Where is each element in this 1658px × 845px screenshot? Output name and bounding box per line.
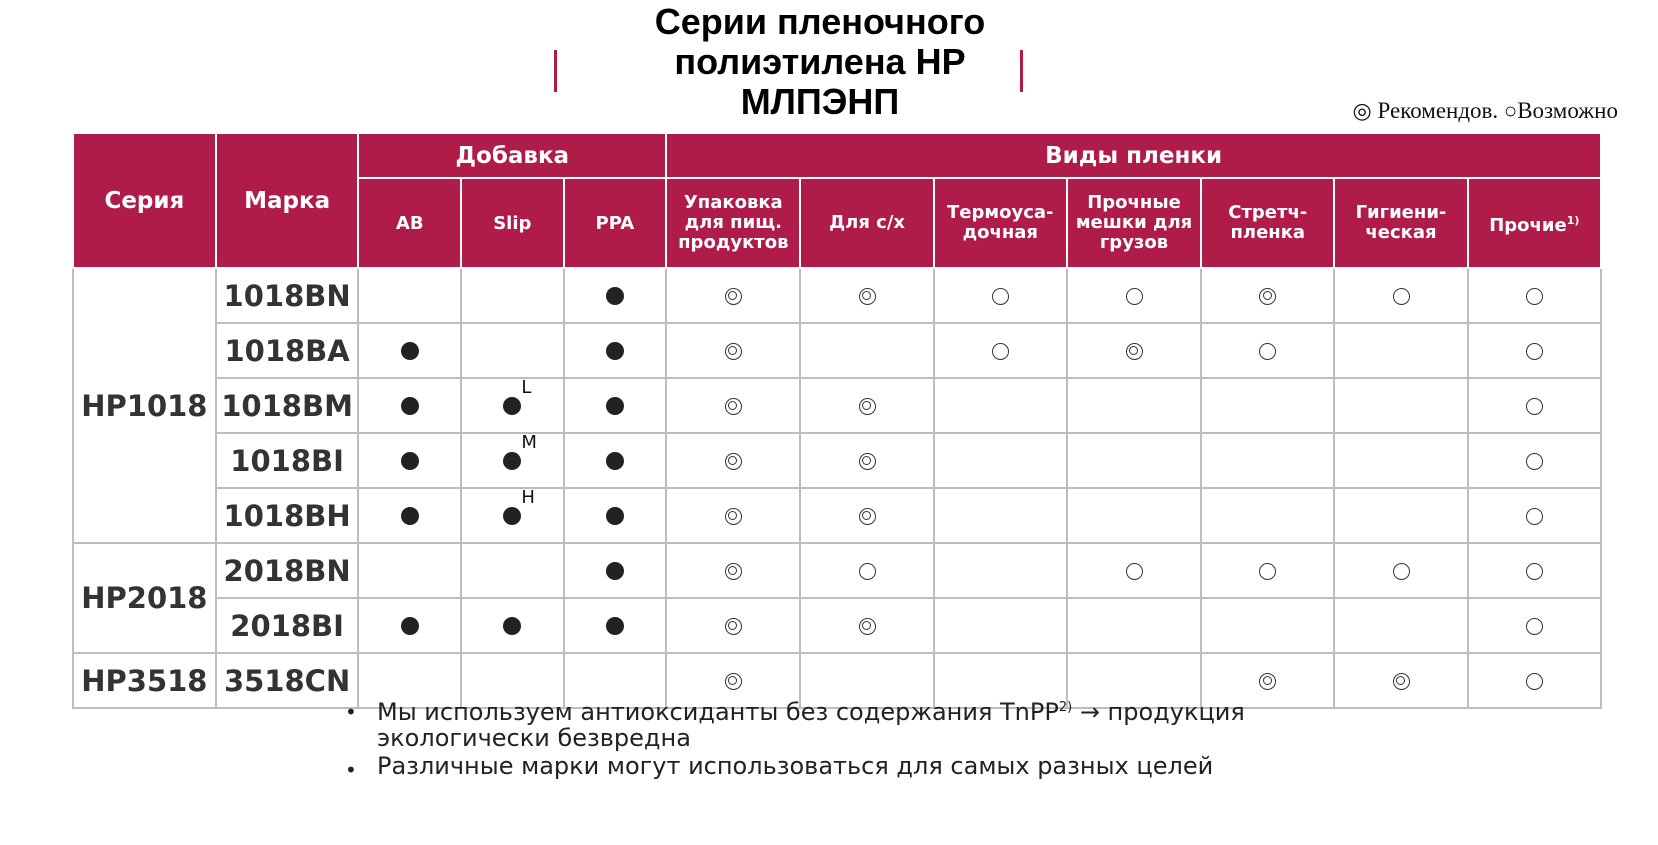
film-cell-other	[1468, 433, 1601, 488]
table-row	[73, 488, 1601, 543]
slip-mark-wrap	[503, 487, 535, 528]
film-header-agricultural: Для с/х	[800, 178, 933, 268]
ppa-mark-wrap	[606, 338, 624, 363]
possible-circle-icon	[1526, 288, 1543, 305]
possible-circle-icon	[1526, 508, 1543, 525]
possible-circle-icon	[1526, 618, 1543, 635]
film-cell-hygiene	[1334, 488, 1467, 543]
additive-slip-cell	[461, 268, 564, 323]
recommended-double-circle-icon	[859, 508, 876, 525]
recommended-double-circle-icon	[1259, 673, 1276, 690]
footnote-2-marker: 2)	[1058, 700, 1073, 715]
film-cell-shrink	[934, 433, 1067, 488]
recommended-double-circle-icon	[859, 453, 876, 470]
note-1-text: Мы используем антиоксиданты без содержания TnPP	[377, 698, 1059, 726]
series-cell: HP3518	[73, 653, 216, 708]
film-header-stretch: Стретч-пленка	[1201, 178, 1334, 268]
additive-ppa-cell	[564, 598, 667, 653]
filled-dot-icon	[606, 342, 624, 360]
filled-dot-icon	[401, 397, 419, 415]
additive-slip-cell	[461, 323, 564, 378]
film-header-shrink: Термоуса-дочная	[934, 178, 1067, 268]
grade-cell: 3518CN	[216, 653, 359, 708]
filled-dot-icon	[401, 617, 419, 635]
possible-circle-icon	[1393, 563, 1410, 580]
film-cell-shrink	[934, 543, 1067, 598]
possible-circle-icon	[992, 288, 1009, 305]
recommended-double-circle-icon	[859, 288, 876, 305]
additive-ab-cell	[358, 543, 461, 598]
grade-cell: 1018BN	[216, 268, 359, 323]
page-title	[560, 2, 1080, 122]
possible-circle-icon	[992, 343, 1009, 360]
recommended-double-circle-icon	[725, 453, 742, 470]
slip-level-label: H	[521, 487, 535, 508]
table-row	[73, 433, 1601, 488]
film-cell-stretch	[1201, 488, 1334, 543]
film-cell-agricultural	[800, 433, 933, 488]
ab-mark-wrap	[401, 448, 419, 473]
film-cell-heavy-duty-sacks	[1067, 378, 1201, 433]
film-cell-other	[1468, 378, 1601, 433]
film-cell-shrink	[934, 323, 1067, 378]
grade-cell: 2018BN	[216, 543, 359, 598]
slip-level-label: L	[521, 377, 532, 398]
table-row	[73, 323, 1601, 378]
recommended-icon: ◎	[1352, 98, 1372, 123]
additive-ab-cell	[358, 378, 461, 433]
additive-ab-cell	[358, 433, 461, 488]
ab-mark-wrap	[401, 393, 419, 418]
film-cell-other	[1468, 598, 1601, 653]
film-cell-food-packaging	[666, 378, 800, 433]
recommended-double-circle-icon	[725, 288, 742, 305]
title-left-accent-bar	[554, 50, 557, 92]
table-row	[73, 598, 1601, 653]
possible-icon: ○	[1503, 98, 1518, 123]
additive-ppa-cell	[564, 543, 667, 598]
additive-ab-cell	[358, 598, 461, 653]
note-item	[345, 752, 1405, 782]
film-cell-shrink	[934, 598, 1067, 653]
product-matrix-table	[72, 132, 1602, 709]
ppa-mark-wrap	[606, 283, 624, 308]
note-item	[345, 695, 1405, 751]
series-cell: HP1018	[73, 268, 216, 543]
film-cell-agricultural	[800, 378, 933, 433]
possible-circle-icon	[1126, 563, 1143, 580]
footnotes	[345, 695, 1405, 781]
additive-header-ppa: PPA	[564, 178, 667, 268]
slip-mark-wrap	[503, 613, 521, 638]
additive-ab-cell	[358, 488, 461, 543]
additive-ppa-cell	[564, 378, 667, 433]
film-cell-heavy-duty-sacks	[1067, 323, 1201, 378]
recommended-double-circle-icon	[1126, 343, 1143, 360]
film-cell-food-packaging	[666, 543, 800, 598]
film-cell-stretch	[1201, 598, 1334, 653]
filled-dot-icon	[503, 397, 521, 415]
additive-ab-cell	[358, 268, 461, 323]
grade-header: Марка	[216, 133, 359, 268]
bullet-icon: •	[345, 700, 357, 724]
film-header-other-label: Прочие	[1489, 214, 1567, 236]
title-line-3: МЛПЭНП	[740, 81, 900, 122]
film-cell-hygiene	[1334, 378, 1467, 433]
additive-slip-cell	[461, 488, 564, 543]
additive-ppa-cell	[564, 268, 667, 323]
film-cell-other	[1468, 488, 1601, 543]
film-cell-other	[1468, 543, 1601, 598]
filled-dot-icon	[606, 287, 624, 305]
additive-slip-cell	[461, 598, 564, 653]
table-row	[73, 543, 1601, 598]
film-cell-stretch	[1201, 543, 1334, 598]
filled-dot-icon	[503, 507, 521, 525]
filled-dot-icon	[401, 452, 419, 470]
recommended-double-circle-icon	[859, 398, 876, 415]
recommended-double-circle-icon	[725, 398, 742, 415]
title-line-2: полиэтилена HP	[674, 41, 966, 82]
recommended-double-circle-icon	[1393, 673, 1410, 690]
title-line-1: Серии пленочного	[654, 1, 986, 42]
matrix-body	[73, 268, 1601, 708]
note-2-text: Различные марки могут использоваться для самых разных целей	[377, 752, 1214, 780]
film-cell-food-packaging	[666, 488, 800, 543]
additive-header-slip: Slip	[461, 178, 564, 268]
film-cell-stretch	[1201, 433, 1334, 488]
film-types-group-header: Виды пленки	[666, 133, 1601, 178]
film-cell-heavy-duty-sacks	[1067, 598, 1201, 653]
recommended-double-circle-icon	[725, 563, 742, 580]
film-cell-heavy-duty-sacks	[1067, 268, 1201, 323]
ab-mark-wrap	[401, 503, 419, 528]
grade-cell: 1018BA	[216, 323, 359, 378]
grade-cell: 1018BI	[216, 433, 359, 488]
legend-recommended-label: Рекомендов.	[1377, 98, 1499, 123]
series-cell: HP2018	[73, 543, 216, 653]
possible-circle-icon	[1526, 563, 1543, 580]
series-header: Серия	[73, 133, 216, 268]
possible-circle-icon	[1526, 343, 1543, 360]
film-cell-heavy-duty-sacks	[1067, 433, 1201, 488]
ppa-mark-wrap	[606, 613, 624, 638]
recommended-double-circle-icon	[725, 618, 742, 635]
possible-circle-icon	[1259, 343, 1276, 360]
film-cell-other	[1468, 653, 1601, 708]
ab-mark-wrap	[401, 613, 419, 638]
legend-possible-label: Возможно	[1517, 98, 1618, 123]
footnote-1-marker: 1)	[1566, 213, 1580, 227]
table-row	[73, 268, 1601, 323]
film-cell-hygiene	[1334, 323, 1467, 378]
filled-dot-icon	[606, 617, 624, 635]
possible-circle-icon	[1526, 673, 1543, 690]
possible-circle-icon	[1259, 563, 1276, 580]
possible-circle-icon	[1393, 288, 1410, 305]
filled-dot-icon	[503, 617, 521, 635]
film-header-other	[1468, 178, 1601, 268]
film-cell-heavy-duty-sacks	[1067, 488, 1201, 543]
film-cell-agricultural	[800, 323, 933, 378]
ppa-mark-wrap	[606, 448, 624, 473]
filled-dot-icon	[606, 397, 624, 415]
film-cell-hygiene	[1334, 598, 1467, 653]
film-cell-food-packaging	[666, 323, 800, 378]
film-header-heavy-duty-sacks: Прочные мешки для грузов	[1067, 178, 1201, 268]
title-right-accent-bar	[1020, 50, 1023, 92]
film-cell-hygiene	[1334, 433, 1467, 488]
filled-dot-icon	[606, 452, 624, 470]
additive-slip-cell	[461, 378, 564, 433]
film-cell-shrink	[934, 378, 1067, 433]
table-row	[73, 378, 1601, 433]
possible-circle-icon	[1126, 288, 1143, 305]
grade-cell: 2018BI	[216, 598, 359, 653]
possible-circle-icon	[859, 563, 876, 580]
film-cell-shrink	[934, 268, 1067, 323]
additive-slip-cell	[461, 543, 564, 598]
filled-dot-icon	[606, 562, 624, 580]
additive-header-ab: AB	[358, 178, 461, 268]
recommended-double-circle-icon	[859, 618, 876, 635]
film-header-hygiene: Гигиени-ческая	[1334, 178, 1467, 268]
film-cell-shrink	[934, 488, 1067, 543]
slip-level-label: M	[521, 432, 537, 453]
recommended-double-circle-icon	[1259, 288, 1276, 305]
film-cell-stretch	[1201, 268, 1334, 323]
film-cell-hygiene	[1334, 543, 1467, 598]
additive-ppa-cell	[564, 323, 667, 378]
ppa-mark-wrap	[606, 558, 624, 583]
grade-cell: 1018BH	[216, 488, 359, 543]
film-header-food-packaging: Упаковка для пищ. продуктов	[666, 178, 800, 268]
possible-circle-icon	[1526, 453, 1543, 470]
additive-slip-cell	[461, 433, 564, 488]
film-cell-hygiene	[1334, 268, 1467, 323]
filled-dot-icon	[401, 507, 419, 525]
note-1-continuation: → продукция экологически безвредна	[377, 698, 1245, 752]
film-cell-heavy-duty-sacks	[1067, 543, 1201, 598]
possible-circle-icon	[1526, 398, 1543, 415]
film-cell-other	[1468, 268, 1601, 323]
film-cell-stretch	[1201, 378, 1334, 433]
film-cell-agricultural	[800, 488, 933, 543]
recommended-double-circle-icon	[725, 343, 742, 360]
ab-mark-wrap	[401, 338, 419, 363]
filled-dot-icon	[606, 507, 624, 525]
film-cell-food-packaging	[666, 433, 800, 488]
ppa-mark-wrap	[606, 393, 624, 418]
slip-mark-wrap	[503, 432, 537, 473]
film-cell-stretch	[1201, 323, 1334, 378]
film-cell-agricultural	[800, 598, 933, 653]
film-cell-food-packaging	[666, 268, 800, 323]
additive-ppa-cell	[564, 488, 667, 543]
additive-group-header: Добавка	[358, 133, 666, 178]
recommended-double-circle-icon	[725, 673, 742, 690]
additive-ppa-cell	[564, 433, 667, 488]
film-cell-other	[1468, 323, 1601, 378]
film-cell-agricultural	[800, 543, 933, 598]
filled-dot-icon	[401, 342, 419, 360]
legend	[1353, 98, 1618, 124]
filled-dot-icon	[503, 452, 521, 470]
bullet-icon: •	[345, 758, 357, 782]
additive-ab-cell	[358, 323, 461, 378]
film-cell-agricultural	[800, 268, 933, 323]
ppa-mark-wrap	[606, 503, 624, 528]
film-cell-food-packaging	[666, 598, 800, 653]
slip-mark-wrap	[503, 377, 532, 418]
grade-cell: 1018BM	[216, 378, 359, 433]
recommended-double-circle-icon	[725, 508, 742, 525]
